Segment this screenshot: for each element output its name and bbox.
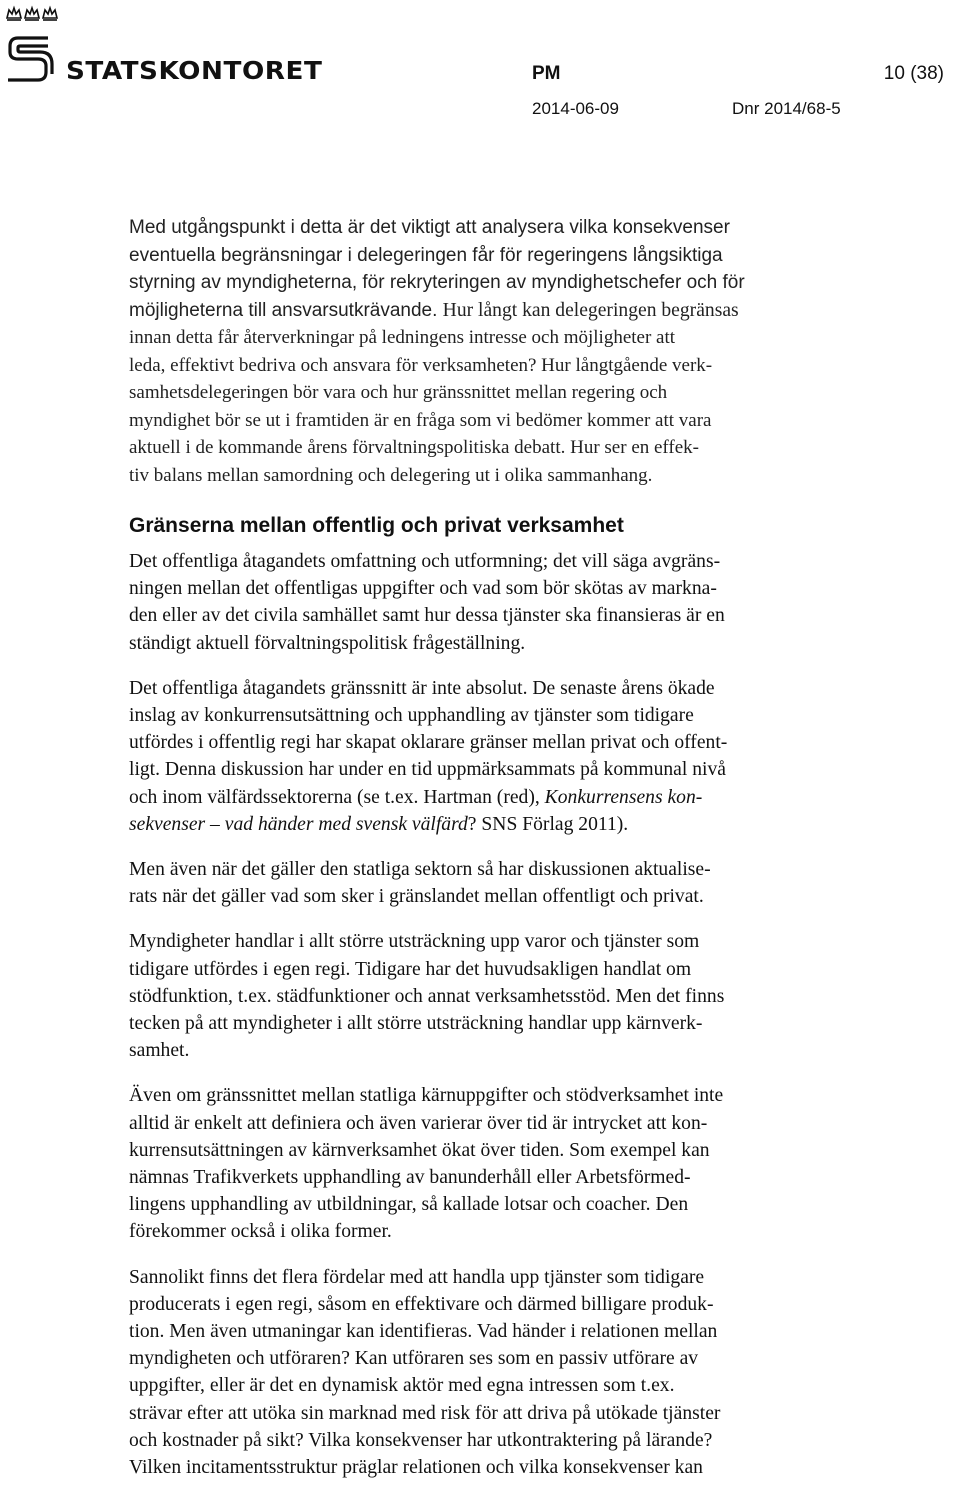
paragraph xyxy=(129,675,849,838)
text-line: leda, effektivt bedriva och ansvara för verksamheten? Hur långtgående verk- xyxy=(129,354,713,376)
paragraph xyxy=(129,856,849,910)
text-line: rats när det gäller vad som sker i gränslandet mellan offentligt och privat. xyxy=(129,886,704,908)
text-line: förekommer också i olika former. xyxy=(129,1221,392,1243)
text-line: Myndigheter handlar i allt större utsträckning upp varor och tjänster som xyxy=(129,931,700,953)
text-line: tion. Men även utmaningar kan identifieras. Vad händer i relationen mellan xyxy=(129,1321,718,1343)
text-line: Men även när det gäller den statliga sektorn så har diskussionen aktualise- xyxy=(129,859,711,881)
page-number: 10 (38) xyxy=(883,63,944,84)
text-segment: möjligheterna till ansvarsutkrävande. xyxy=(129,299,438,321)
document-body xyxy=(129,214,849,1499)
intro-paragraph xyxy=(129,214,849,489)
text-line: aktuell i de kommande årens förvaltningspolitiska debatt. Hur ser en effek- xyxy=(129,437,699,458)
book-title: Konkurrensens kon- xyxy=(544,786,703,808)
text-line: Även om gränssnittet mellan statliga kärnuppgifter och stödverksamhet inte xyxy=(129,1085,724,1107)
text-line: ständigt aktuell förvaltningspolitisk frågeställning. xyxy=(129,632,526,654)
paragraph xyxy=(129,928,849,1064)
text-line: nämnas Trafikverkets upphandling av banunderhåll eller Arbetsförmed- xyxy=(129,1167,691,1189)
section-heading: Gränserna mellan offentlig och privat verksamhet xyxy=(129,514,624,537)
brand-name: STATSKONTORET xyxy=(66,56,323,85)
text-line: eventuella begränsningar i delegeringen får för regeringens långsiktiga xyxy=(129,244,723,266)
document-date: 2014-06-09 xyxy=(532,99,619,118)
text-line: kurrensutsättningen av kärnverksamhet ökat över tiden. Som exempel kan xyxy=(129,1139,710,1161)
text-line: Sannolikt finns det flera fördelar med att handla upp tjänster som tidigare xyxy=(129,1266,705,1288)
book-title: sekvenser – vad händer med svensk välfärd xyxy=(129,813,468,835)
paragraph xyxy=(129,1082,849,1245)
text-segment: och inom välfärdssektorerna (se t.ex. Hartman (red), xyxy=(129,786,545,808)
text-line: styrning av myndigheterna, för rekryteringen av myndighetschefer och för xyxy=(129,272,745,293)
text-line: alltid är enkelt att definiera och även varierar över tid är intrycket att kon- xyxy=(129,1112,708,1134)
document-reference: Dnr 2014/68-5 xyxy=(732,99,841,118)
text-line: Det offentliga åtagandets omfattning och utformning; det vill säga avgräns- xyxy=(129,551,721,572)
text-line: uppgifter, eller är det en dynamisk aktör med egna intressen som t.ex. xyxy=(129,1375,675,1397)
text-line: tiv balans mellan samordning och delegering ut i olika sammanhang. xyxy=(129,464,653,486)
text-line: Det offentliga åtagandets gränssnitt är inte absolut. De senaste årens ökade xyxy=(129,677,715,699)
statskontoret-logo-icon xyxy=(4,4,64,84)
paragraph xyxy=(129,1264,849,1482)
text-line: samhet. xyxy=(129,1040,190,1062)
text-line: tecken på att myndigheter i allt större utsträckning handlar upp kärnverk- xyxy=(129,1013,703,1035)
text-line: Vilken incitamentsstruktur präglar relationen och vilka konsekvenser kan xyxy=(129,1457,703,1479)
text-line: Med utgångspunkt i detta är det viktigt att analysera vilka konsekvenser xyxy=(129,217,730,238)
text-line xyxy=(129,811,849,838)
text-line xyxy=(129,297,849,325)
text-line: utfördes i offentlig regi har skapat oklarare gränser mellan privat och offent- xyxy=(129,732,728,754)
text-segment: ? SNS Förlag 2011). xyxy=(467,813,629,835)
text-line: inslag av konkurrensutsättning och upphandling av tjänster som tidigare xyxy=(129,705,694,727)
text-line: strävar efter att utöka sin marknad med risk för att driva på utökade tjänster xyxy=(129,1402,721,1424)
text-line xyxy=(129,784,849,811)
text-line: ningen mellan det offentligas uppgifter och vad som bör skötas av markna- xyxy=(129,578,717,600)
text-line: och kostnader på sikt? Vilka konsekvenser har utkontraktering på lärande? xyxy=(129,1429,713,1451)
text-line: producerats i egen regi, såsom en effektivare och därmed billigare produk- xyxy=(129,1293,714,1315)
text-line: samhetsdelegeringen bör vara och hur gränssnittet mellan regering och xyxy=(129,382,668,403)
text-line: myndigheten och utföraren? Kan utföraren ses som en passiv utförare av xyxy=(129,1348,699,1370)
document-type: PM xyxy=(532,63,561,84)
text-line: lingens upphandling av utbildningar, så kallade lotsar och coacher. Den xyxy=(129,1194,689,1216)
text-segment: Hur långt kan delegeringen begränsas xyxy=(442,299,739,321)
paragraph xyxy=(129,548,849,657)
text-line: innan detta får återverkningar på ledningens intresse och möjligheter att xyxy=(129,327,676,348)
document-header xyxy=(0,0,960,118)
text-line: den eller av det civila samhället samt hur dessa tjänster ska finansieras är en xyxy=(129,605,725,627)
text-line: ligt. Denna diskussion har under en tid uppmärksammats på kommunal nivå xyxy=(129,759,726,781)
text-line: myndighet bör se ut i framtiden är en fråga som vi bedömer kommer att vara xyxy=(129,409,712,431)
text-line: stödfunktion, t.ex. städfunktioner och annat verksamhetsstöd. Men det finns xyxy=(129,985,725,1007)
text-line: tidigare utfördes i egen regi. Tidigare har det huvudsakligen handlat om xyxy=(129,958,692,980)
